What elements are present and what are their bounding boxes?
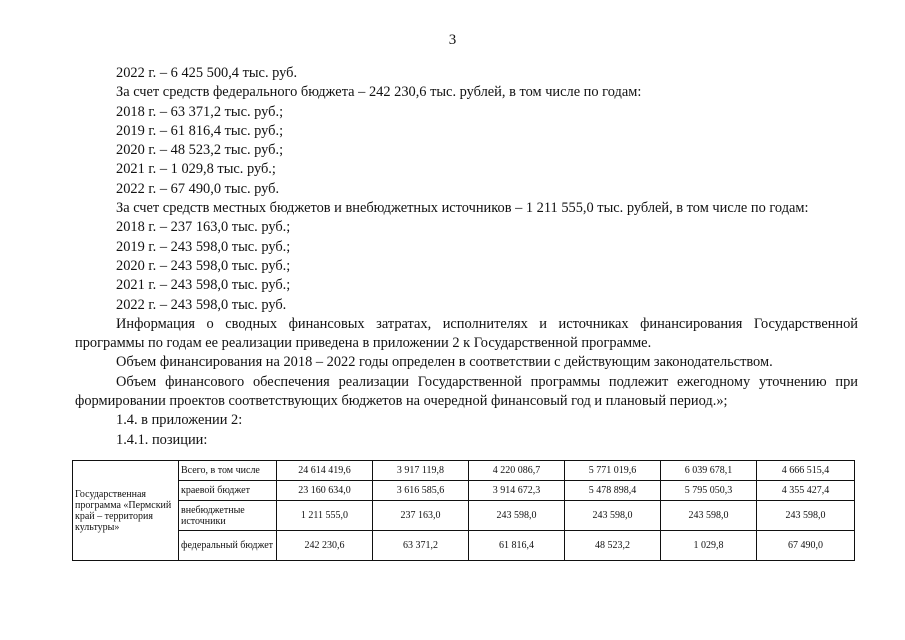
text-line: За счет средств федерального бюджета – 242 230,6 тыс. рублей, в том числе по годам: <box>116 84 642 101</box>
text-line: 2019 г. – 243 598,0 тыс. руб.; <box>116 238 291 255</box>
text-line: 2020 г. – 48 523,2 тыс. руб.; <box>116 142 284 159</box>
value-cell: 243 598,0 <box>757 501 855 531</box>
paragraph: Информация о сводных финансовых затратах, исполнителях и источниках финансирования Государственной программы по годам ее реализации приведена в приложении 2 к Государственной программе. <box>75 315 858 352</box>
value-cell: 4 666 515,4 <box>757 461 855 481</box>
text-line: 2018 г. – 237 163,0 тыс. руб.; <box>116 219 291 236</box>
category-cell: внебюджетные источники <box>179 501 277 531</box>
program-name-cell: Государственная программа «Пермский край – территория культуры» <box>73 461 179 561</box>
value-cell: 237 163,0 <box>373 501 469 531</box>
document-body <box>75 64 858 450</box>
value-cell: 1 029,8 <box>661 531 757 561</box>
value-cell: 61 816,4 <box>469 531 565 561</box>
value-cell: 4 355 427,4 <box>757 481 855 501</box>
value-cell: 242 230,6 <box>277 531 373 561</box>
text-line: 2022 г. – 67 490,0 тыс. руб. <box>116 180 280 197</box>
section-heading: 1.4. в приложении 2: <box>116 412 243 429</box>
category-cell: Всего, в том числе <box>179 461 277 481</box>
text-line: 2019 г. – 61 816,4 тыс. руб.; <box>116 122 284 139</box>
category-cell: федеральный бюджет <box>179 531 277 561</box>
text-line: 2022 г. – 243 598,0 тыс. руб. <box>116 296 287 313</box>
value-cell: 63 371,2 <box>373 531 469 561</box>
financing-table <box>72 460 855 561</box>
value-cell: 5 771 019,6 <box>565 461 661 481</box>
value-cell: 23 160 634,0 <box>277 481 373 501</box>
value-cell: 24 614 419,6 <box>277 461 373 481</box>
value-cell: 3 616 585,6 <box>373 481 469 501</box>
paragraph: Объем финансового обеспечения реализации Государственной программы подлежит ежегодному уточнению при формировании проектов соответствующих бюджетов на очередной финансовый год и плановый период.»; <box>75 373 858 410</box>
value-cell: 48 523,2 <box>565 531 661 561</box>
text-line: 2022 г. – 6 425 500,4 тыс. руб. <box>116 65 298 81</box>
value-cell: 1 211 555,0 <box>277 501 373 531</box>
text-line: 2021 г. – 1 029,8 тыс. руб.; <box>116 161 276 178</box>
text-line: За счет средств местных бюджетов и внебюджетных источников – 1 211 555,0 тыс. рублей, в том числе по годам: <box>116 200 809 217</box>
subsection-heading: 1.4.1. позиции: <box>116 431 208 448</box>
table-row <box>73 461 855 481</box>
value-cell: 243 598,0 <box>661 501 757 531</box>
text-line: 2018 г. – 63 371,2 тыс. руб.; <box>116 103 284 120</box>
value-cell: 6 039 678,1 <box>661 461 757 481</box>
value-cell: 243 598,0 <box>469 501 565 531</box>
table-row <box>73 481 855 501</box>
table-row <box>73 531 855 561</box>
value-cell: 3 914 672,3 <box>469 481 565 501</box>
value-cell: 3 917 119,8 <box>373 461 469 481</box>
value-cell: 243 598,0 <box>565 501 661 531</box>
text-line: 2020 г. – 243 598,0 тыс. руб.; <box>116 257 291 274</box>
page-number: 3 <box>448 32 457 48</box>
text-line: 2021 г. – 243 598,0 тыс. руб.; <box>116 277 291 294</box>
value-cell: 5 478 898,4 <box>565 481 661 501</box>
table-row <box>73 501 855 531</box>
value-cell: 67 490,0 <box>757 531 855 561</box>
category-cell: краевой бюджет <box>179 481 277 501</box>
value-cell: 5 795 050,3 <box>661 481 757 501</box>
paragraph: Объем финансирования на 2018 – 2022 годы определен в соответствии с действующим законодательством. <box>116 354 773 371</box>
value-cell: 4 220 086,7 <box>469 461 565 481</box>
